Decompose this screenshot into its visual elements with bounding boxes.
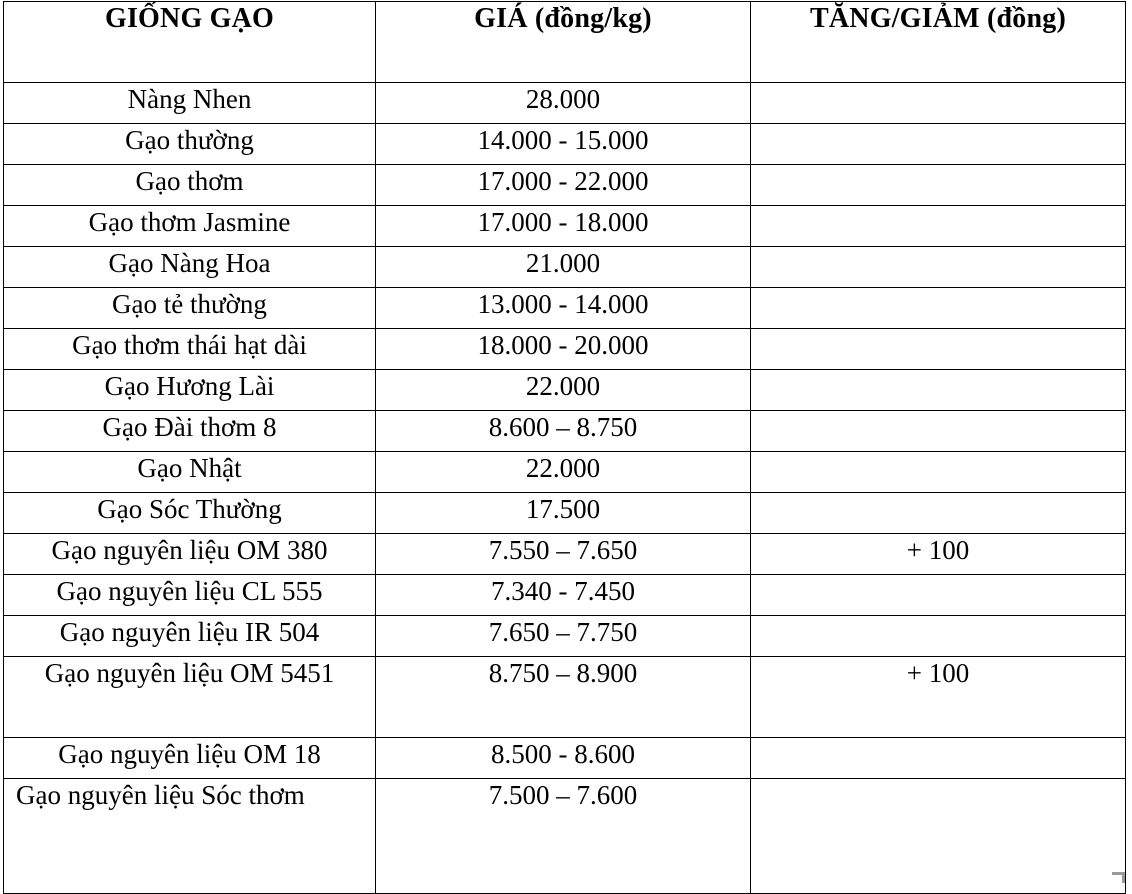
cell-rice-variety: Gạo Hương Lài	[4, 370, 376, 411]
cell-rice-variety: Gạo nguyên liệu Sóc thơm	[4, 779, 376, 894]
cell-price: 7.340 - 7.450	[376, 575, 751, 616]
table-row	[4, 616, 1126, 657]
cell-rice-variety: Gạo nguyên liệu OM 5451	[4, 657, 376, 738]
cell-rice-variety: Gạo tẻ thường	[4, 288, 376, 329]
table-row	[4, 411, 1126, 452]
cell-price: 17.000 - 22.000	[376, 165, 751, 206]
cell-change	[751, 738, 1126, 779]
cell-change	[751, 370, 1126, 411]
table-row	[4, 452, 1126, 493]
cell-rice-variety: Nàng Nhen	[4, 83, 376, 124]
cell-price: 8.500 - 8.600	[376, 738, 751, 779]
cell-price: 13.000 - 14.000	[376, 288, 751, 329]
cell-rice-variety: Gạo thơm thái hạt dài	[4, 329, 376, 370]
cell-change	[751, 124, 1126, 165]
table-row	[4, 779, 1126, 894]
cell-price: 8.600 – 8.750	[376, 411, 751, 452]
table-row	[4, 370, 1126, 411]
table-row	[4, 329, 1126, 370]
cell-change	[751, 575, 1126, 616]
table-row	[4, 83, 1126, 124]
table-row	[4, 657, 1126, 738]
cell-change: + 100	[751, 657, 1126, 738]
cell-change	[751, 452, 1126, 493]
cell-rice-variety: Gạo nguyên liệu IR 504	[4, 616, 376, 657]
table-row	[4, 247, 1126, 288]
cell-change	[751, 493, 1126, 534]
column-header-price: GIÁ (đồng/kg)	[376, 2, 751, 83]
cell-change	[751, 411, 1126, 452]
cell-rice-variety: Gạo nguyên liệu OM 18	[4, 738, 376, 779]
cell-price: 21.000	[376, 247, 751, 288]
table-header	[4, 2, 1126, 83]
cell-price: 17.500	[376, 493, 751, 534]
cell-price: 17.000 - 18.000	[376, 206, 751, 247]
cell-price: 7.650 – 7.750	[376, 616, 751, 657]
cell-rice-variety: Gạo thơm	[4, 165, 376, 206]
cell-change	[751, 206, 1126, 247]
cell-price: 7.500 – 7.600	[376, 779, 751, 894]
table-row	[4, 493, 1126, 534]
table-row	[4, 738, 1126, 779]
cell-rice-variety: Gạo thường	[4, 124, 376, 165]
cell-rice-variety: Gạo Đài thơm 8	[4, 411, 376, 452]
table-row	[4, 288, 1126, 329]
cell-price: 28.000	[376, 83, 751, 124]
column-header-change: TĂNG/GIẢM (đồng)	[751, 2, 1126, 83]
cell-rice-variety: Gạo thơm Jasmine	[4, 206, 376, 247]
cell-rice-variety: Gạo Nhật	[4, 452, 376, 493]
cell-price: 18.000 - 20.000	[376, 329, 751, 370]
cell-change	[751, 165, 1126, 206]
column-header-rice-variety: GIỐNG GẠO	[4, 2, 376, 83]
table-body	[4, 83, 1126, 894]
cell-rice-variety: Gạo nguyên liệu OM 380	[4, 534, 376, 575]
cell-price: 22.000	[376, 452, 751, 493]
cell-rice-variety: Gạo Sóc Thường	[4, 493, 376, 534]
cell-rice-variety: Gạo nguyên liệu CL 555	[4, 575, 376, 616]
cell-price: 7.550 – 7.650	[376, 534, 751, 575]
cell-change	[751, 616, 1126, 657]
table-row	[4, 124, 1126, 165]
rice-price-table	[3, 1, 1126, 894]
cell-price: 22.000	[376, 370, 751, 411]
cell-change	[751, 288, 1126, 329]
cell-rice-variety: Gạo Nàng Hoa	[4, 247, 376, 288]
cell-change	[751, 329, 1126, 370]
table-row	[4, 575, 1126, 616]
cell-change: + 100	[751, 534, 1126, 575]
table-row	[4, 534, 1126, 575]
table-row	[4, 165, 1126, 206]
header-row	[4, 2, 1126, 83]
table-row	[4, 206, 1126, 247]
cell-price: 8.750 – 8.900	[376, 657, 751, 738]
cell-change	[751, 247, 1126, 288]
resize-handle-icon[interactable]	[1112, 872, 1125, 883]
cell-change	[751, 83, 1126, 124]
cell-change	[751, 779, 1126, 894]
cell-price: 14.000 - 15.000	[376, 124, 751, 165]
